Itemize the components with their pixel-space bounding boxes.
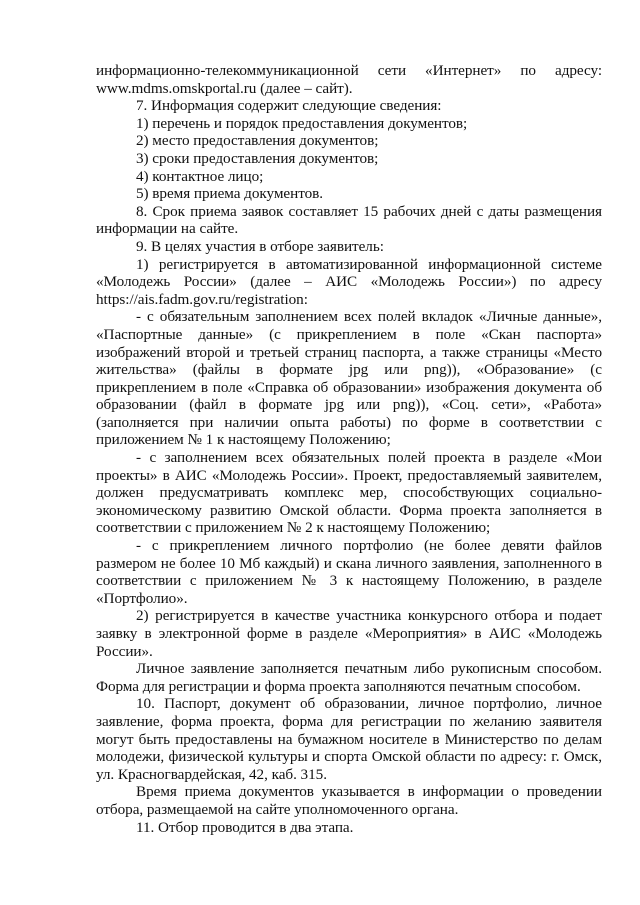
paragraph-application-form: Личное заявление заполняется печатным либо рукописным способом. Форма для регистрации и форма проекта заполняются печатным способом. bbox=[96, 660, 602, 695]
paragraph-continuation: информационно-телекоммуникационной сети «Интернет» по адресу: www.mdms.omskportal.ru (далее – сайт). bbox=[96, 62, 602, 97]
list-item-3: 3) сроки предоставления документов; bbox=[136, 149, 379, 167]
bullet-personal-data: - с обязательным заполнением всех полей вкладок «Личные данные», «Паспортные данные» (с прикреплением в поле «Скан паспорта» изображений второй и третьей страниц паспорта, а также страницы «Место жительства» (файлы в формате jpg или png)), «Образование» (с прикреплением в поле «Справка об образовании» изображения документа об образовании (файл в формате jpg или png)), «Соц. сети», «Работа» (заполняется при наличии опыта работы) по форме в соответствии с приложением № 1 к настоящему Положению; bbox=[96, 308, 602, 449]
paragraph-9: 9. В целях участия в отборе заявитель: bbox=[136, 237, 384, 255]
paragraph-8: 8. Срок приема заявок составляет 15 рабочих дней с даты размещения информации на сайте. bbox=[96, 202, 602, 238]
paragraph-11: 11. Отбор проводится в два этапа. bbox=[136, 818, 354, 836]
document-body bbox=[96, 62, 602, 836]
bullet-projects: - с заполнением всех обязательных полей проекта в разделе «Мои проекты» в АИС «Молодежь России». Проект, предоставляемый заявителем, должен предусматривать комплекс мер, способствующих социально-экономическому развитию Омской области. Форма проекта заполняется в соответствии с приложением № 2 к настоящему Положению; bbox=[96, 449, 602, 537]
paragraph-9-1: 1) регистрируется в автоматизированной информационной системе «Молодежь России» (далее – АИС «Молодежь России») по адресу https://ais.fadm.gov.ru/registration: bbox=[96, 255, 602, 308]
paragraph-reception-time: Время приема документов указывается в информации о проведении отбора, размещаемой на сайте уполномоченного органа. bbox=[96, 783, 602, 818]
list-item-4: 4) контактное лицо; bbox=[136, 167, 264, 185]
paragraph-9-2: 2) регистрируется в качестве участника конкурсного отбора и подает заявку в электронной форме в разделе «Мероприятия» в АИС «Молодежь России». bbox=[96, 607, 602, 660]
bullet-portfolio: - с прикреплением личного портфолио (не более девяти файлов размером не более 10 Мб каждый) и скана личного заявления, заполненного в соответствии с приложением № 3 к настоящему Положению, в разделе «Портфолио». bbox=[96, 537, 602, 607]
list-item-1: 1) перечень и порядок предоставления документов; bbox=[136, 114, 468, 132]
paragraph-10: 10. Паспорт, документ об образовании, личное портфолио, личное заявление, форма проекта, форма для регистрации по желанию заявителя могут быть предоставлены на бумажном носителе в Министерство по делам молодежи, физической культуры и спорта Омской области по адресу: г. Омск, ул. Красногвардейская, 42, каб. 315. bbox=[96, 695, 602, 783]
list-item-5: 5) время приема документов. bbox=[136, 185, 323, 203]
paragraph-7: 7. Информация содержит следующие сведения: bbox=[136, 97, 442, 115]
list-item-2: 2) место предоставления документов; bbox=[136, 132, 379, 150]
